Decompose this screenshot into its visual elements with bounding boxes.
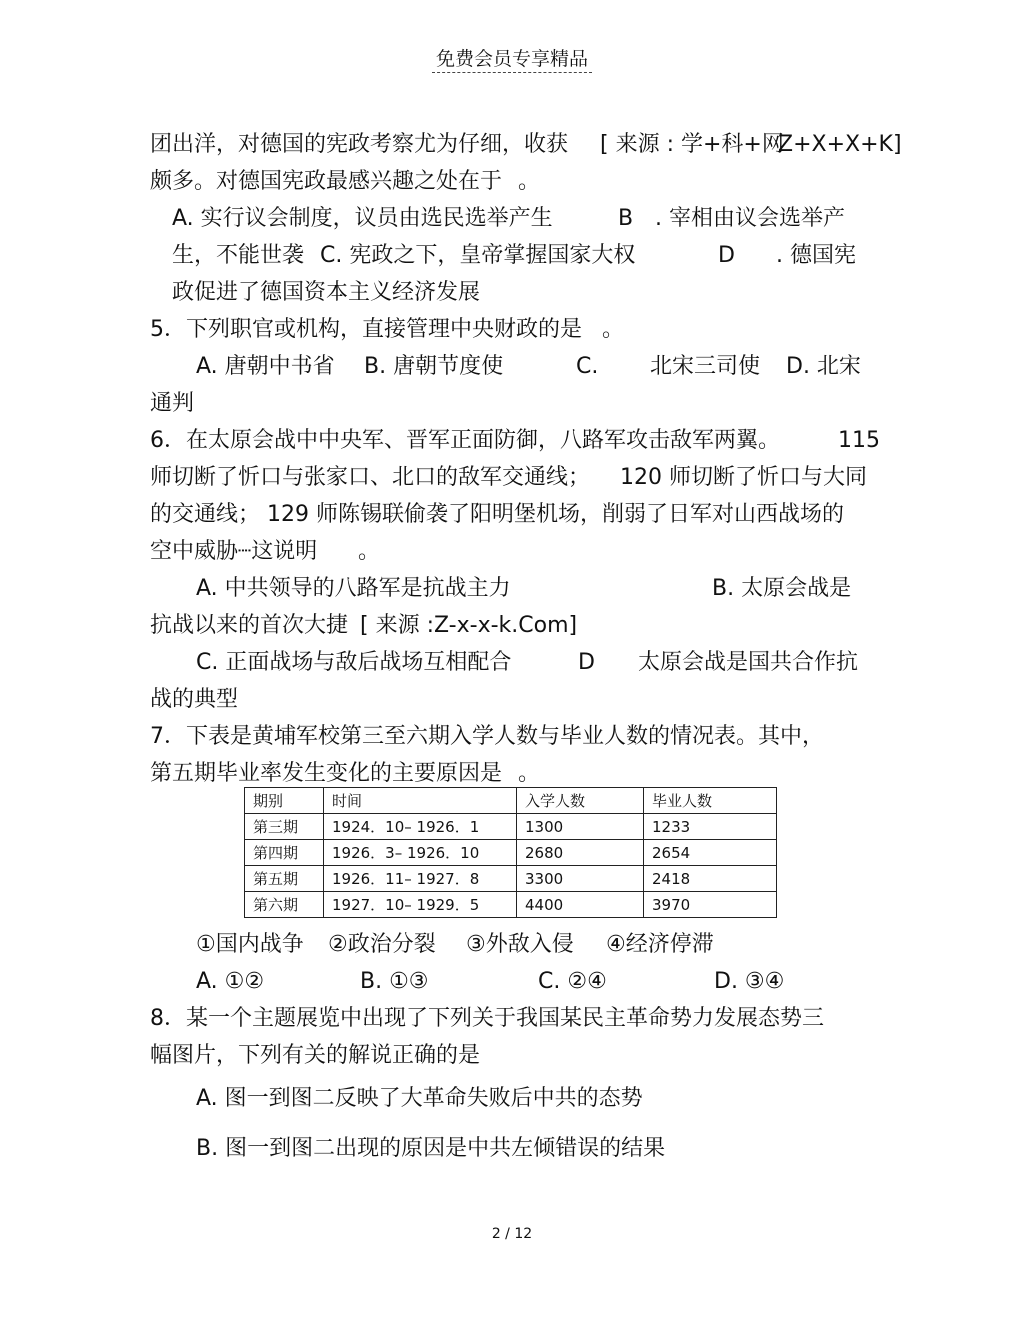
- table-cell: 1926．11– 1927．8: [324, 866, 517, 892]
- q6-line-3-text: 的交通线； 129 师陈锡联偷袭了阳明堡机场，削弱了日军对山西战场的: [150, 502, 844, 527]
- q8-line-1-text: 8．某一个主题展览中出现了下列关于我国某民主革命势力发展态势三: [150, 1006, 824, 1031]
- q5-blank: 。: [602, 317, 625, 342]
- q5-option-a: A. 唐朝中书省: [196, 354, 335, 379]
- table-header-cell: 期别: [245, 788, 324, 814]
- q4-option-d-letter: D: [718, 243, 735, 268]
- q4-option-d: . 德国宪: [776, 243, 856, 268]
- q7-option-a: A. ①②: [196, 969, 265, 994]
- table-cell: 1233: [644, 814, 777, 840]
- table-cell: 3300: [517, 866, 644, 892]
- q7-choice-4: ④经济停滞: [606, 932, 714, 957]
- q6-line-4-text: 空中威胁┈这说明: [150, 539, 318, 564]
- q6-source: [ 来源 :Z-x-x-k.Com]: [360, 613, 578, 638]
- q4-source-b: Z+X+X+K]: [778, 132, 902, 157]
- table-row: [245, 840, 777, 866]
- page-number: 2 / 12: [491, 1226, 533, 1242]
- q4-option-b-letter: B: [618, 206, 634, 231]
- enrollment-table: [244, 787, 777, 918]
- table-row: [245, 814, 777, 840]
- table-cell: 第三期: [245, 814, 324, 840]
- q4-option-d-cont: 政促进了德国资本主义经济发展: [172, 280, 481, 305]
- q7-choice-2: ②政治分裂: [328, 932, 436, 957]
- q7-option-c: C. ②④: [538, 969, 607, 994]
- q5-stem-text: 5．下列职官或机构，直接管理中央财政的是: [150, 317, 582, 342]
- q4-line-2a: 颇多。对德国宪政最感兴趣之处在于: [150, 169, 503, 194]
- q6-option-d-letter: D: [578, 650, 595, 675]
- q5-option-c-letter: C.: [576, 354, 599, 379]
- q4-option-b: . 宰相由议会选举产: [655, 206, 845, 231]
- table-header-cell: 入学人数: [517, 788, 644, 814]
- table-cell: 4400: [517, 892, 644, 918]
- table-cell: 3970: [644, 892, 777, 918]
- q7-blank: 。: [518, 761, 541, 786]
- q6-option-c: C. 正面战场与敌后战场互相配合: [196, 650, 512, 675]
- q4-blank: 。: [518, 169, 541, 194]
- table-cell: 第五期: [245, 866, 324, 892]
- q7-choice-3: ③外敌入侵: [466, 932, 574, 957]
- table-header-cell: 时间: [324, 788, 517, 814]
- q6-option-b: B. 太原会战是: [712, 576, 852, 601]
- q4-option-a: A. 实行议会制度，议员由选民选举产生: [172, 206, 553, 231]
- q5-option-d-cont: 通判: [150, 391, 195, 416]
- q6-line-1-num: 115: [838, 428, 880, 453]
- table-cell: 1926．3– 1926．10: [324, 840, 517, 866]
- table-cell: 1924．10– 1926．1: [324, 814, 517, 840]
- q7-line-1-text: 7．下表是黄埔军校第三至六期入学人数与毕业人数的情况表。其中，: [150, 724, 824, 749]
- table-cell: 第六期: [245, 892, 324, 918]
- header-text: 免费会员专享精品: [432, 48, 592, 73]
- q6-option-a: A. 中共领导的八路军是抗战主力: [196, 576, 511, 601]
- table-header-cell: 毕业人数: [644, 788, 777, 814]
- q6-line-2-text: 师切断了忻口与张家口、北口的敌军交通线；: [150, 465, 591, 490]
- q4-option-c: C. 宪政之下，皇帝掌握国家大权: [320, 243, 636, 268]
- q5-option-b: B. 唐朝节度使: [364, 354, 504, 379]
- q6-line-2-b: 120 师切断了忻口与大同: [620, 465, 867, 490]
- q5-option-d: D. 北宋: [786, 354, 861, 379]
- q8-option-a: A. 图一到图二反映了大革命失败后中共的态势: [196, 1086, 643, 1111]
- table-cell: 1300: [517, 814, 644, 840]
- q8-line-2-text: 幅图片，下列有关的解说正确的是: [150, 1043, 481, 1068]
- q6-option-b-cont: 抗战以来的首次大捷: [150, 613, 349, 638]
- q7-line-2-text: 第五期毕业率发生变化的主要原因是: [150, 761, 503, 786]
- table-cell: 第四期: [245, 840, 324, 866]
- table-row: [245, 892, 777, 918]
- q6-blank: 。: [358, 539, 381, 564]
- q6-option-d: 太原会战是国共合作抗: [638, 650, 859, 675]
- table-cell: 2680: [517, 840, 644, 866]
- q7-option-d: D. ③④: [714, 969, 785, 994]
- q8-option-b: B. 图一到图二出现的原因是中共左倾错误的结果: [196, 1136, 666, 1161]
- q6-option-d-cont: 战的典型: [150, 687, 239, 712]
- q7-option-b: B. ①③: [360, 969, 429, 994]
- table-cell: 2654: [644, 840, 777, 866]
- q4-option-b-cont: 生，不能世袭: [172, 243, 305, 268]
- q4-source: [ 来源 : 学+科+网: [600, 132, 784, 157]
- q6-line-1-text: 6．在太原会战中中央军、晋军正面防御，八路军攻击敌军两翼。: [150, 428, 780, 453]
- page-header: [0, 44, 1024, 71]
- q7-choice-1: ①国内战争: [196, 932, 304, 957]
- table-header-row: [245, 788, 777, 814]
- q5-option-c: 北宋三司使: [650, 354, 761, 379]
- table-row: [245, 866, 777, 892]
- q4-line-1a: 团出洋，对德国的宪政考察尤为仔细，收获: [150, 132, 569, 157]
- table-cell: 1927．10– 1929．5: [324, 892, 517, 918]
- table-cell: 2418: [644, 866, 777, 892]
